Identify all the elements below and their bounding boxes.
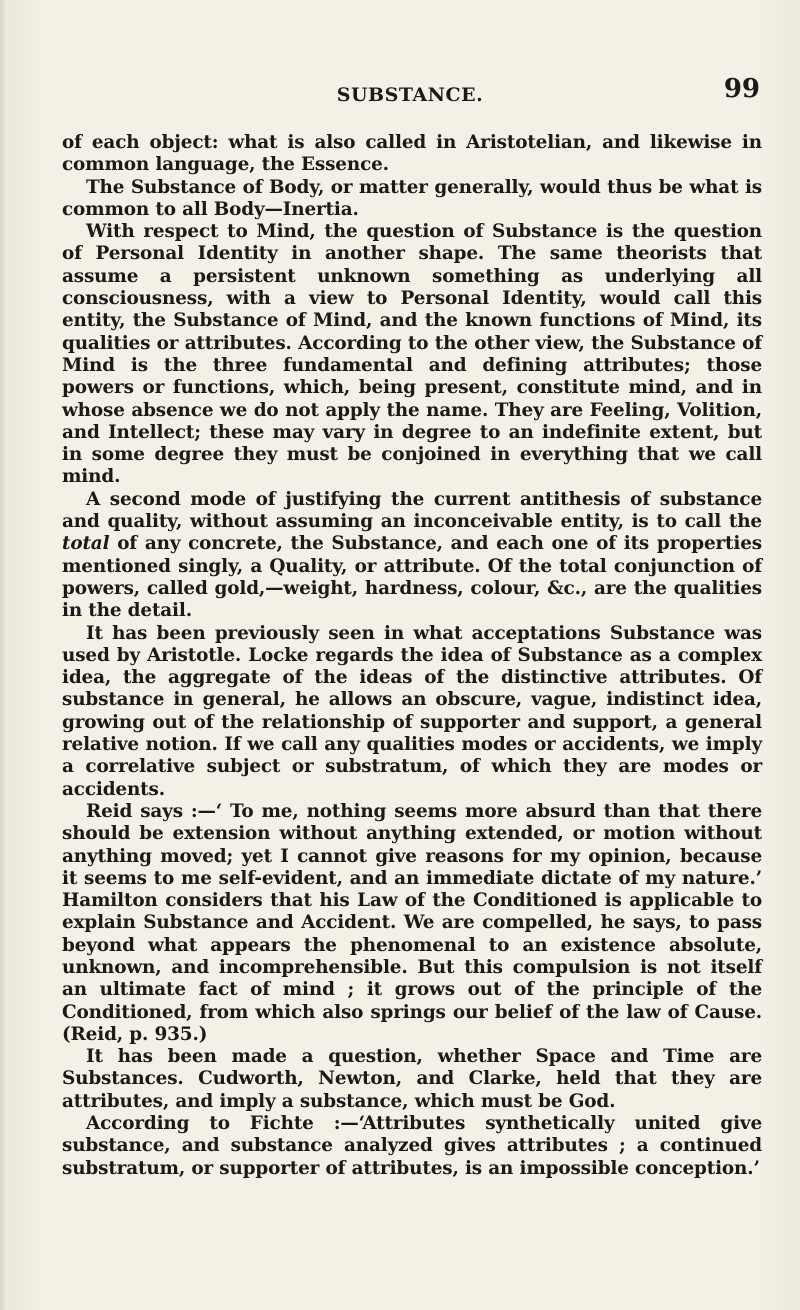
paragraph-4 <box>62 489 762 623</box>
paragraph-4-rest: of any concrete, the Substance, and each one of its properties mentioned singly, a Quality, or attribute. Of the total conjunction of powers, called gold,—weight, hardness, colour, &c., are the qualities in the detail. <box>62 533 762 622</box>
paragraph-5: It has been previously seen in what acceptations Substance was used by Aristotle. Locke regards the idea of Substance as a complex idea, the aggregate of the ideas of the distinctive attributes. Of substance in general, he allows an obscure, vague, indistinct idea, growing out of the relationship of supporter and support, a general relative notion. If we call any qualities modes or accidents, we imply a correlative subject or substratum, of which they are modes or accidents. <box>62 622 762 800</box>
paragraph-8: According to Fichte :—‘Attributes synthetically united give substance, and substance analyzed gives attributes ; a continued substratum, or supporter of attributes, is an impossible conception.’ <box>62 1113 762 1179</box>
paragraph-3: With respect to Mind, the question of Substance is the question of Personal Identity in another shape. The same theorists that assume a persistent unknown something as underlying all consciousness, with a view to Personal Identity, would call this entity, the Substance of Mind, and the known functions of Mind, its qualities or attributes. According to the other view, the Substance of Mind is the three fundamental and defining attributes; those powers or functions, which, being present, constitute mind, and in whose absence we do not apply the name. They are Feeling, Volition, and Intellect; these may vary in degree to an indefinite extent, but in some degree they must be conjoined in everything that we call mind. <box>62 221 762 488</box>
paragraph-4-italic: total <box>62 533 110 555</box>
paragraph-7: It has been made a question, whether Space and Time are Substances. Cudworth, Newton, and Clarke, held that they are attributes, and imply a substance, which must be God. <box>62 1046 762 1112</box>
body-text <box>62 132 762 1180</box>
paragraph-1: of each object: what is also called in Aristotelian, and likewise in common language, the Essence. <box>62 132 762 176</box>
paragraph-2: The Substance of Body, or matter generally, would thus be what is common to all Body—Inertia. <box>62 176 762 220</box>
paragraph-4-start: A second mode of justifying the current antithesis of substance and quality, without assuming an inconceivable entity, is to call the <box>62 488 762 533</box>
paragraph-6: Reid says :—‘ To me, nothing seems more absurd than that there should be extension without anything extended, or motion without anything moved; yet I cannot give reasons for my opinion, because it seems to me self-evident, and an immediate dictate of my nature.’ Hamilton considers that his Law of the Conditioned is applicable to explain Substance and Accident. We are compelled, he says, to pass beyond what appears the phenomenal to an existence absolute, unknown, and incomprehensible. But this compulsion is not itself an ultimate fact of mind ; it grows out of the principle of the Conditioned, from which also springs our belief of the law of Cause. (Reid, p. 935.) <box>62 800 762 1045</box>
page-number: 99 <box>723 74 760 104</box>
running-head: SUBSTANCE. <box>336 84 484 106</box>
page-edge-shadow <box>0 0 8 1310</box>
page-header <box>60 74 760 114</box>
